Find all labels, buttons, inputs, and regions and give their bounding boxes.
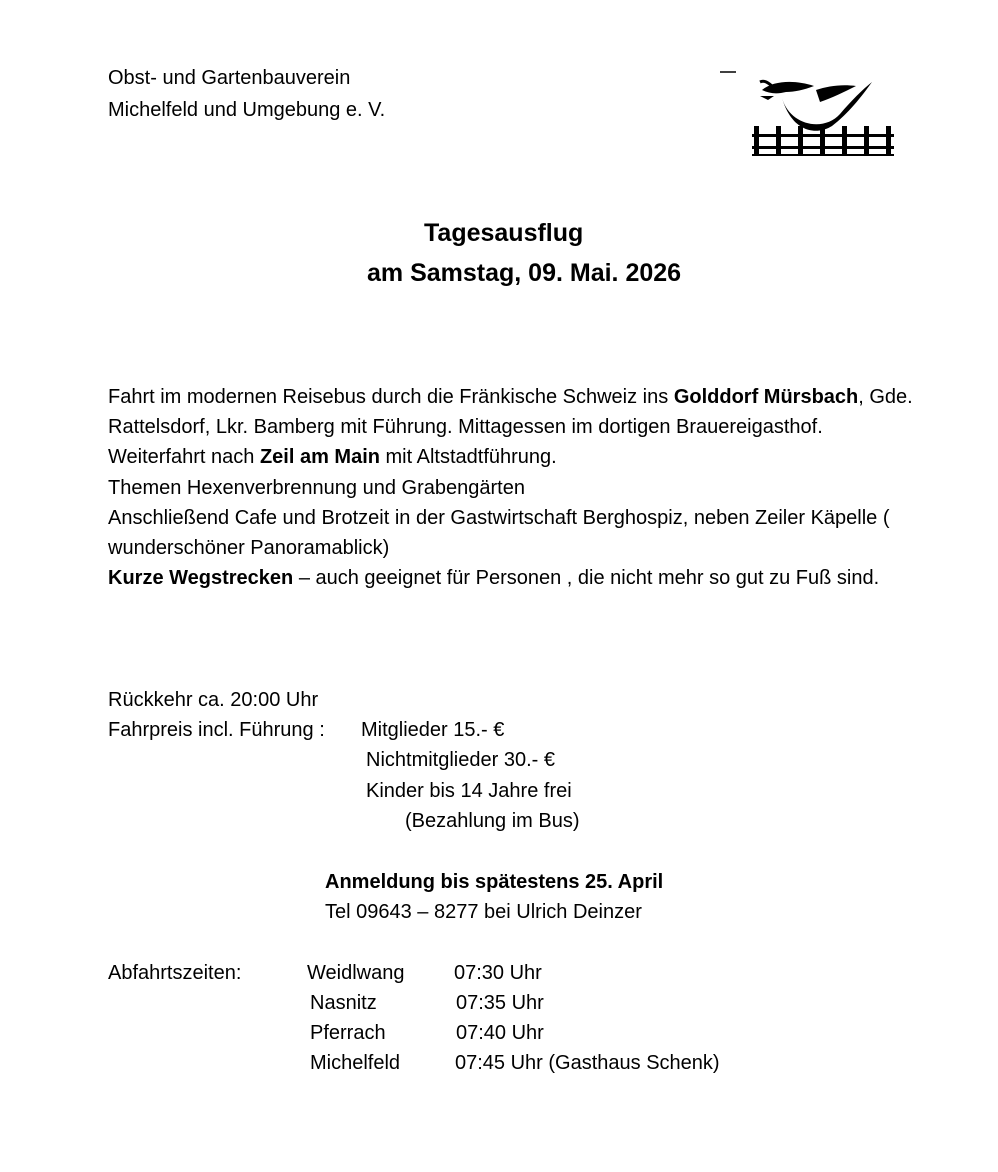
description-paragraph-5: Kurze Wegstrecken – auch geeignet für Personen , die nicht mehr so gut zu Fuß sind. [108,567,880,590]
return-time: Rückkehr ca. 20:00 Uhr [108,689,319,711]
departure-time: 07:45 Uhr (Gasthaus Schenk) [455,1052,720,1074]
org-line-2: Michelfeld und Umgebung e. V. [108,99,386,121]
registration-contact: Tel 09643 – 8277 bei Ulrich Deinzer [325,901,642,923]
trip-description [108,382,923,593]
payment-note: (Bezahlung im Bus) [405,810,580,832]
departure-place: Michelfeld [310,1052,401,1074]
price-non-members: Nichtmitglieder 30.- € [366,749,555,771]
departures-label: Abfahrtszeiten: [108,962,242,984]
description-paragraph-3: Themen Hexenverbrennung und Grabengärten [108,476,525,499]
price-children: Kinder bis 14 Jahre frei [366,780,572,802]
highlight-zeil: Zeil am Main [259,446,380,469]
departure-time: 07:40 Uhr [456,1022,544,1044]
bird-over-fence-logo [716,68,902,162]
highlight-golddorf: Golddorf Mürsbach [673,386,859,408]
page-title: Tagesausflug [424,219,584,247]
departure-place: Pferrach [310,1022,386,1044]
page-subtitle-date: am Samstag, 09. Mai. 2026 [367,259,682,287]
departure-place: Nasnitz [310,992,377,1014]
registration-deadline: Anmeldung bis spätestens 25. April [325,871,664,893]
org-line-1: Obst- und Gartenbauverein [108,67,351,89]
price-label: Fahrpreis incl. Führung : [108,719,325,741]
departure-time: 07:35 Uhr [456,992,544,1014]
organization-name [108,62,385,126]
description-paragraph-4: Anschließend Cafe und Brotzeit in der Gastwirtschaft Berghospiz, neben Zeiler Käpelle ( wunderschöner Panoramablick) [108,506,890,560]
highlight-short-walks: Kurze Wegstrecken [108,567,294,590]
description-paragraph-2: Weiterfahrt nach Zeil am Main mit Altstadtführung. [108,446,557,469]
departure-place: Weidlwang [307,962,405,984]
price-members: Mitglieder 15.- € [361,719,505,741]
description-paragraph-1: Fahrt im modernen Reisebus durch die Fränkische Schweiz ins Golddorf Mürsbach, Gde. Rattelsdorf, Lkr. Bamberg mit Führung. Mittagessen im dortigen Brauereigasthof. [108,386,913,439]
departure-time: 07:30 Uhr [454,962,542,984]
